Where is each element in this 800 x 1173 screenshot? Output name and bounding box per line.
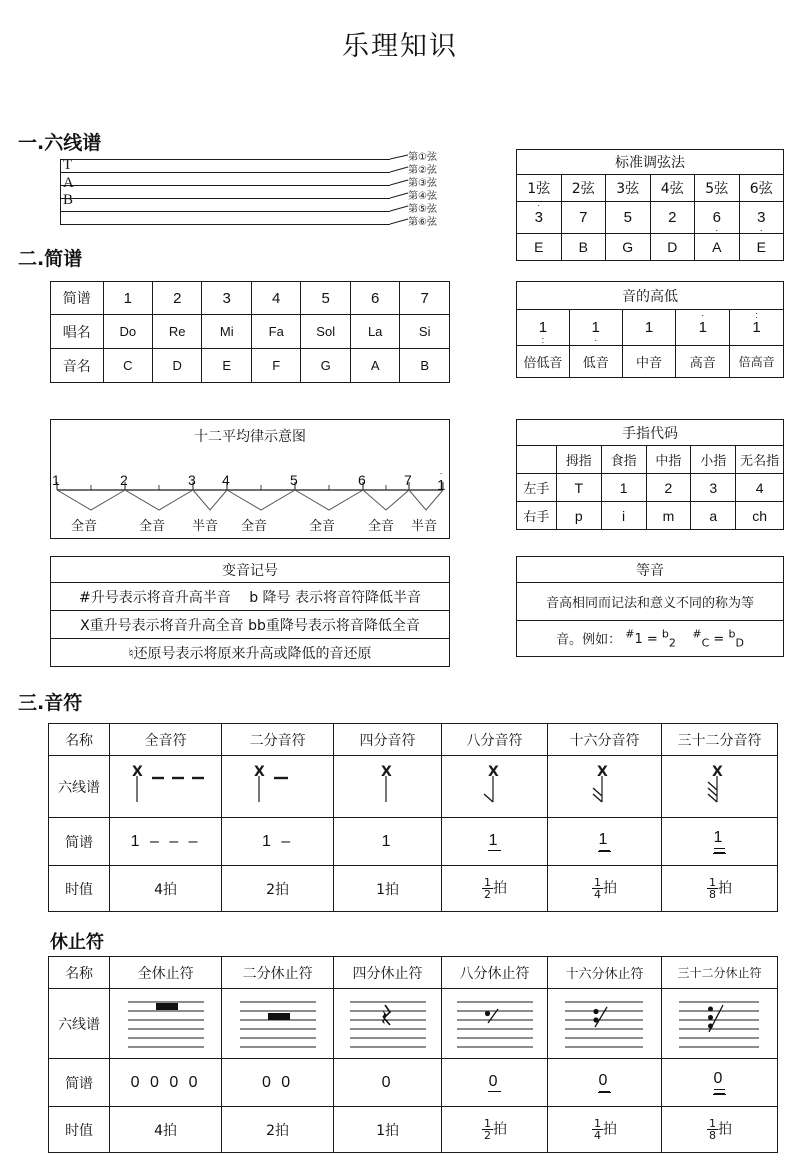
rest-value-thirtysecond: $\frac{1}{8}$ 拍 <box>661 1107 777 1153</box>
notename-7: B <box>400 349 450 383</box>
solfege-6: La <box>350 315 399 349</box>
solfege-2: Re <box>153 315 202 349</box>
note-name-eighth: 八分音符 <box>442 724 548 756</box>
svg-text:X: X <box>597 764 609 780</box>
rest-tab-row <box>49 989 778 1059</box>
left-middle-code: 2 <box>646 474 691 502</box>
string-label-6: 第⑥弦 <box>408 217 437 228</box>
jianpu-num-6: 6 <box>350 282 399 315</box>
tuning-letter-5: A <box>695 234 740 261</box>
rest-value-half: 2拍 <box>222 1107 334 1153</box>
tt-degree-7: 7 <box>404 472 412 488</box>
note-tab-half <box>222 756 334 818</box>
note-value-sixteenth: $\frac{1}{4}$ 拍 <box>548 866 662 912</box>
tuning-letter-4: D <box>650 234 695 261</box>
fraction-one-quarter: $\frac{1}{4}$ <box>593 876 601 901</box>
thirtysecond-rest-glyph <box>665 992 773 1050</box>
rest-name-quarter: 四分休止符 <box>334 957 442 989</box>
solfege-3: Mi <box>202 315 251 349</box>
string-label-1: 第①弦 <box>408 152 437 163</box>
standard-tuning-table <box>516 149 784 261</box>
notename-6: A <box>350 349 399 383</box>
rest-duration-row <box>49 1107 778 1153</box>
page-title: 乐理知识 <box>342 31 458 62</box>
tab-staff-diagram <box>60 152 437 228</box>
string-label-5: 第⑤弦 <box>408 204 437 215</box>
note-value-thirtysecond: $\frac{1}{8}$ 拍 <box>661 866 777 912</box>
tab-string-line-2 <box>60 172 390 173</box>
pitch-label-double-high: 倍高音 <box>730 346 784 378</box>
string-label-2: 第②弦 <box>408 165 437 176</box>
enharmonic-title: 等音 <box>517 557 784 583</box>
rest-jianpu-sixteenth: 0 <box>548 1059 662 1107</box>
pitch-register-title: 音的高低 <box>517 282 784 310</box>
rest-tab-whole <box>110 989 222 1059</box>
rest-value-eighth: $\frac{1}{2}$ 拍 <box>442 1107 548 1153</box>
tt-degree-4: 4 <box>222 472 230 488</box>
tuning-num-1: · 3 <box>517 202 562 234</box>
twelve-tone-diagram <box>50 419 450 539</box>
tt-interval-1: 全音 <box>71 519 98 534</box>
tuning-number-row <box>517 202 784 234</box>
enharmonic-example-2: #$_C$ = $^b_D$ <box>692 627 744 650</box>
tuning-title: 标准调弦法 <box>517 150 784 175</box>
rest-jianpu-eighth: 0 <box>442 1059 548 1107</box>
note-tab-whole <box>110 756 222 818</box>
fraction-one-half: $\frac{1}{2}$ <box>484 876 492 901</box>
tuning-letter-6: E <box>739 234 784 261</box>
notename-2: D <box>153 349 202 383</box>
note-tab-eighth <box>442 756 548 818</box>
tab-string-line-5 <box>60 211 390 212</box>
jianpu-num-1: 1 <box>103 282 152 315</box>
rest-name-sixteenth: 十六分休止符 <box>548 957 662 989</box>
enharmonic-examples <box>517 621 784 657</box>
left-ring-code: 4 <box>736 474 784 502</box>
tuning-header-row <box>517 175 784 202</box>
rest-name-half: 二分休止符 <box>222 957 334 989</box>
notename-3: E <box>202 349 251 383</box>
pitch-label-middle: 中音 <box>622 346 676 378</box>
note-value-quarter: 1拍 <box>334 866 442 912</box>
rest-fraction-one-half: $\frac{1}{2}$ <box>484 1117 492 1142</box>
tuning-num-3: 5 <box>606 202 651 234</box>
sixteenth-note-glyph <box>551 758 657 810</box>
whole-note-glyph <box>114 758 218 810</box>
quarter-rest-glyph <box>338 992 438 1050</box>
rest-row-label-value: 时值 <box>49 1107 110 1153</box>
note-row-label-jianpu: 简谱 <box>49 818 110 866</box>
right-little-code: a <box>691 502 736 530</box>
tuning-letter-1: E <box>517 234 562 261</box>
tab-letter-b: B <box>63 192 74 208</box>
left-hand-label: 左手 <box>517 474 557 502</box>
tuning-letter-2: B <box>561 234 606 261</box>
rest-jianpu-row <box>49 1059 778 1107</box>
right-ring-code: ch <box>736 502 784 530</box>
pitch-register-label-row <box>517 346 784 378</box>
jianpu-row-solfege <box>51 315 450 349</box>
note-name-quarter: 四分音符 <box>334 724 442 756</box>
rest-name-whole: 全休止符 <box>110 957 222 989</box>
pitch-sym-middle: 1 <box>622 310 676 346</box>
tab-letter-t: T <box>63 157 73 173</box>
note-jianpu-whole: 1 – – – <box>110 818 222 866</box>
accidentals-title: 变音记号 <box>51 557 450 583</box>
jianpu-row-notenames <box>51 349 450 383</box>
tab-letter-a: A <box>63 174 74 191</box>
solfege-5: Sol <box>301 315 350 349</box>
tt-interval-7: 半音 <box>411 519 438 534</box>
tt-interval-3: 半音 <box>192 519 219 534</box>
note-values-table <box>48 723 778 912</box>
tt-degree-1: 1 <box>52 472 60 488</box>
tab-letters <box>63 157 74 210</box>
finger-code-title: 手指代码 <box>517 420 784 446</box>
string-label-3: 第③弦 <box>408 178 437 189</box>
tab-staff-barline <box>60 159 61 225</box>
tuning-string-4: 4弦 <box>650 175 695 202</box>
note-jianpu-thirtysecond: 1 <box>661 818 777 866</box>
accidental-natural-line: ♮还原号表示将原来升高或降低的音还原 <box>51 639 450 667</box>
note-row-label-name: 名称 <box>49 724 110 756</box>
finger-ring: 无名指 <box>736 446 784 474</box>
pitch-label-high: 高音 <box>676 346 730 378</box>
note-jianpu-eighth: 1 <box>442 818 548 866</box>
note-jianpu-sixteenth: 1 <box>548 818 662 866</box>
tab-string-line-6 <box>60 224 390 225</box>
tuning-string-1: 1弦 <box>517 175 562 202</box>
finger-code-table <box>516 419 784 530</box>
string-label-4: 第④弦 <box>408 191 437 202</box>
rest-jianpu-whole: 0 0 0 0 <box>110 1059 222 1107</box>
finger-thumb: 拇指 <box>556 446 601 474</box>
rest-fraction-one-quarter: $\frac{1}{4}$ <box>593 1117 601 1142</box>
tt-degree-5: 5 <box>290 472 298 488</box>
note-tab-thirtysecond <box>661 756 777 818</box>
jianpu-num-7: 7 <box>400 282 450 315</box>
left-index-code: 1 <box>601 474 646 502</box>
finger-code-right-hand-row <box>517 502 784 530</box>
whole-rest-glyph <box>114 992 218 1050</box>
tt-interval-6: 全音 <box>368 519 395 534</box>
tuning-letter-3: G <box>606 234 651 261</box>
tuning-letter-row <box>517 234 784 261</box>
note-name-half: 二分音符 <box>222 724 334 756</box>
note-row-label-value: 时值 <box>49 866 110 912</box>
rest-tab-thirtysecond <box>661 989 777 1059</box>
left-little-code: 3 <box>691 474 736 502</box>
svg-text:X: X <box>380 764 392 780</box>
pitch-sym-double-low: 1 : <box>517 310 570 346</box>
svg-text:X: X <box>487 764 499 780</box>
jianpu-row-numbers <box>51 282 450 315</box>
accidental-sharp-flat-line: #升号表示将音升高半音 b 降号 表示将音符降低半音 <box>51 583 450 611</box>
solfege-7: Si <box>400 315 450 349</box>
rest-tab-eighth <box>442 989 548 1059</box>
tt-degree-2: 2 <box>120 472 128 488</box>
accidental-double-line: X重升号表示将音升高全音 bb重降号表示将音降低全音 <box>51 611 450 639</box>
sixteenth-rest-glyph <box>551 992 657 1050</box>
notename-5: G <box>301 349 350 383</box>
note-value-eighth: $\frac{1}{2}$ 拍 <box>442 866 548 912</box>
rest-value-whole: 4拍 <box>110 1107 222 1153</box>
enharmonic-definition: 音高相同而记法和意义不同的称为等 <box>517 583 784 621</box>
svg-text:X: X <box>253 764 265 780</box>
tt-degree-6: 6 <box>358 472 366 488</box>
note-value-half: 2拍 <box>222 866 334 912</box>
rest-values-table <box>48 956 778 1153</box>
jianpu-row-label-3: 音名 <box>51 349 104 383</box>
eighth-note-glyph <box>446 758 544 810</box>
rest-name-eighth: 八分休止符 <box>442 957 548 989</box>
twelve-tone-title: 十二平均律示意图 <box>194 429 306 445</box>
section-heading-notes: 三.音符 <box>18 692 83 714</box>
pitch-register-symbol-row <box>517 310 784 346</box>
note-jianpu-row <box>49 818 778 866</box>
svg-text:𝄽: 𝄽 <box>380 1006 387 1030</box>
note-jianpu-quarter: 1 <box>334 818 442 866</box>
half-rest-glyph <box>226 992 330 1050</box>
tt-interval-5: 全音 <box>309 519 336 534</box>
note-header-row <box>49 724 778 756</box>
finger-code-corner <box>517 446 557 474</box>
note-tab-row <box>49 756 778 818</box>
rest-row-label-name: 名称 <box>49 957 110 989</box>
tuning-string-2: 2弦 <box>561 175 606 202</box>
pitch-sym-double-high: : 1 <box>730 310 784 346</box>
pitch-sym-low: 1 · <box>569 310 622 346</box>
left-thumb-code: T <box>556 474 601 502</box>
note-jianpu-half: 1 – <box>222 818 334 866</box>
rest-jianpu-half: 0 0 <box>222 1059 334 1107</box>
rest-tab-quarter <box>334 989 442 1059</box>
note-name-sixteenth: 十六分音符 <box>548 724 662 756</box>
notename-4: F <box>251 349 300 383</box>
right-hand-label: 右手 <box>517 502 557 530</box>
jianpu-row-label-2: 唱名 <box>51 315 104 349</box>
tuning-string-5: 5弦 <box>695 175 740 202</box>
jianpu-num-3: 3 <box>202 282 251 315</box>
finger-code-header-row <box>517 446 784 474</box>
rest-value-sixteenth: $\frac{1}{4}$ 拍 <box>548 1107 662 1153</box>
pitch-label-low: 低音 <box>569 346 622 378</box>
solfege-1: Do <box>103 315 152 349</box>
right-thumb-code: p <box>556 502 601 530</box>
right-index-code: i <box>601 502 646 530</box>
notename-1: C <box>103 349 152 383</box>
jianpu-num-2: 2 <box>153 282 202 315</box>
rest-fraction-one-eighth: $\frac{1}{8}$ <box>708 1117 716 1142</box>
tuning-string-3: 3弦 <box>606 175 651 202</box>
tab-string-line-1 <box>60 159 390 160</box>
rest-row-label-jianpu: 简谱 <box>49 1059 110 1107</box>
jianpu-num-5: 5 <box>301 282 350 315</box>
tuning-num-5: 6 · <box>695 202 740 234</box>
note-tab-quarter <box>334 756 442 818</box>
right-middle-code: m <box>646 502 691 530</box>
accidentals-table <box>50 556 450 667</box>
section-heading-jianpu: 二.简谱 <box>18 248 83 270</box>
rest-tab-sixteenth <box>548 989 662 1059</box>
pitch-register-table <box>516 281 784 378</box>
rest-name-thirtysecond: 三十二分休止符 <box>661 957 777 989</box>
tuning-string-6: 6弦 <box>739 175 784 202</box>
quarter-note-glyph <box>338 758 438 810</box>
pitch-sym-high: · 1 <box>676 310 730 346</box>
rest-value-quarter: 1拍 <box>334 1107 442 1153</box>
jianpu-scale-table <box>50 281 450 383</box>
enharmonic-example-1: #1 = $^b_2$ <box>625 627 676 650</box>
note-tab-sixteenth <box>548 756 662 818</box>
jianpu-row-label-1: 简谱 <box>51 282 104 315</box>
enharmonic-example-prefix: 音。例如： <box>556 631 622 647</box>
svg-text:X: X <box>131 764 143 780</box>
tt-interval-4: 全音 <box>241 519 268 534</box>
rest-row-label-tab: 六线谱 <box>49 989 110 1059</box>
tab-string-line-3 <box>60 185 390 186</box>
tab-string-line-4 <box>60 198 390 199</box>
tt-interval-2: 全音 <box>139 519 166 534</box>
finger-index: 食指 <box>601 446 646 474</box>
finger-code-left-hand-row <box>517 474 784 502</box>
svg-text:X: X <box>712 764 724 780</box>
solfege-4: Fa <box>251 315 300 349</box>
thirtysecond-note-glyph <box>665 758 773 810</box>
jianpu-num-4: 4 <box>251 282 300 315</box>
note-name-whole: 全音符 <box>110 724 222 756</box>
tuning-num-2: 7 <box>561 202 606 234</box>
rest-jianpu-quarter: 0 <box>334 1059 442 1107</box>
tt-degree-8: · 1 <box>437 468 446 494</box>
finger-little: 小指 <box>691 446 736 474</box>
section-heading-rests: 休止符 <box>50 932 104 953</box>
pitch-label-double-low: 倍低音 <box>517 346 570 378</box>
rest-tab-half <box>222 989 334 1059</box>
note-duration-row <box>49 866 778 912</box>
note-name-thirtysecond: 三十二分音符 <box>661 724 777 756</box>
tuning-num-4: 2 <box>650 202 695 234</box>
note-value-whole: 4拍 <box>110 866 222 912</box>
finger-middle: 中指 <box>646 446 691 474</box>
rest-jianpu-thirtysecond: 0 <box>661 1059 777 1107</box>
rest-header-row <box>49 957 778 989</box>
half-note-glyph <box>226 758 330 810</box>
note-row-label-tab: 六线谱 <box>49 756 110 818</box>
fraction-one-eighth: $\frac{1}{8}$ <box>708 876 716 901</box>
enharmonic-table <box>516 556 784 657</box>
section-heading-tab: 一.六线谱 <box>18 132 102 154</box>
tt-degree-3: 3 <box>188 472 196 488</box>
tuning-num-6: 3 · <box>739 202 784 234</box>
eighth-rest-glyph <box>446 992 544 1050</box>
